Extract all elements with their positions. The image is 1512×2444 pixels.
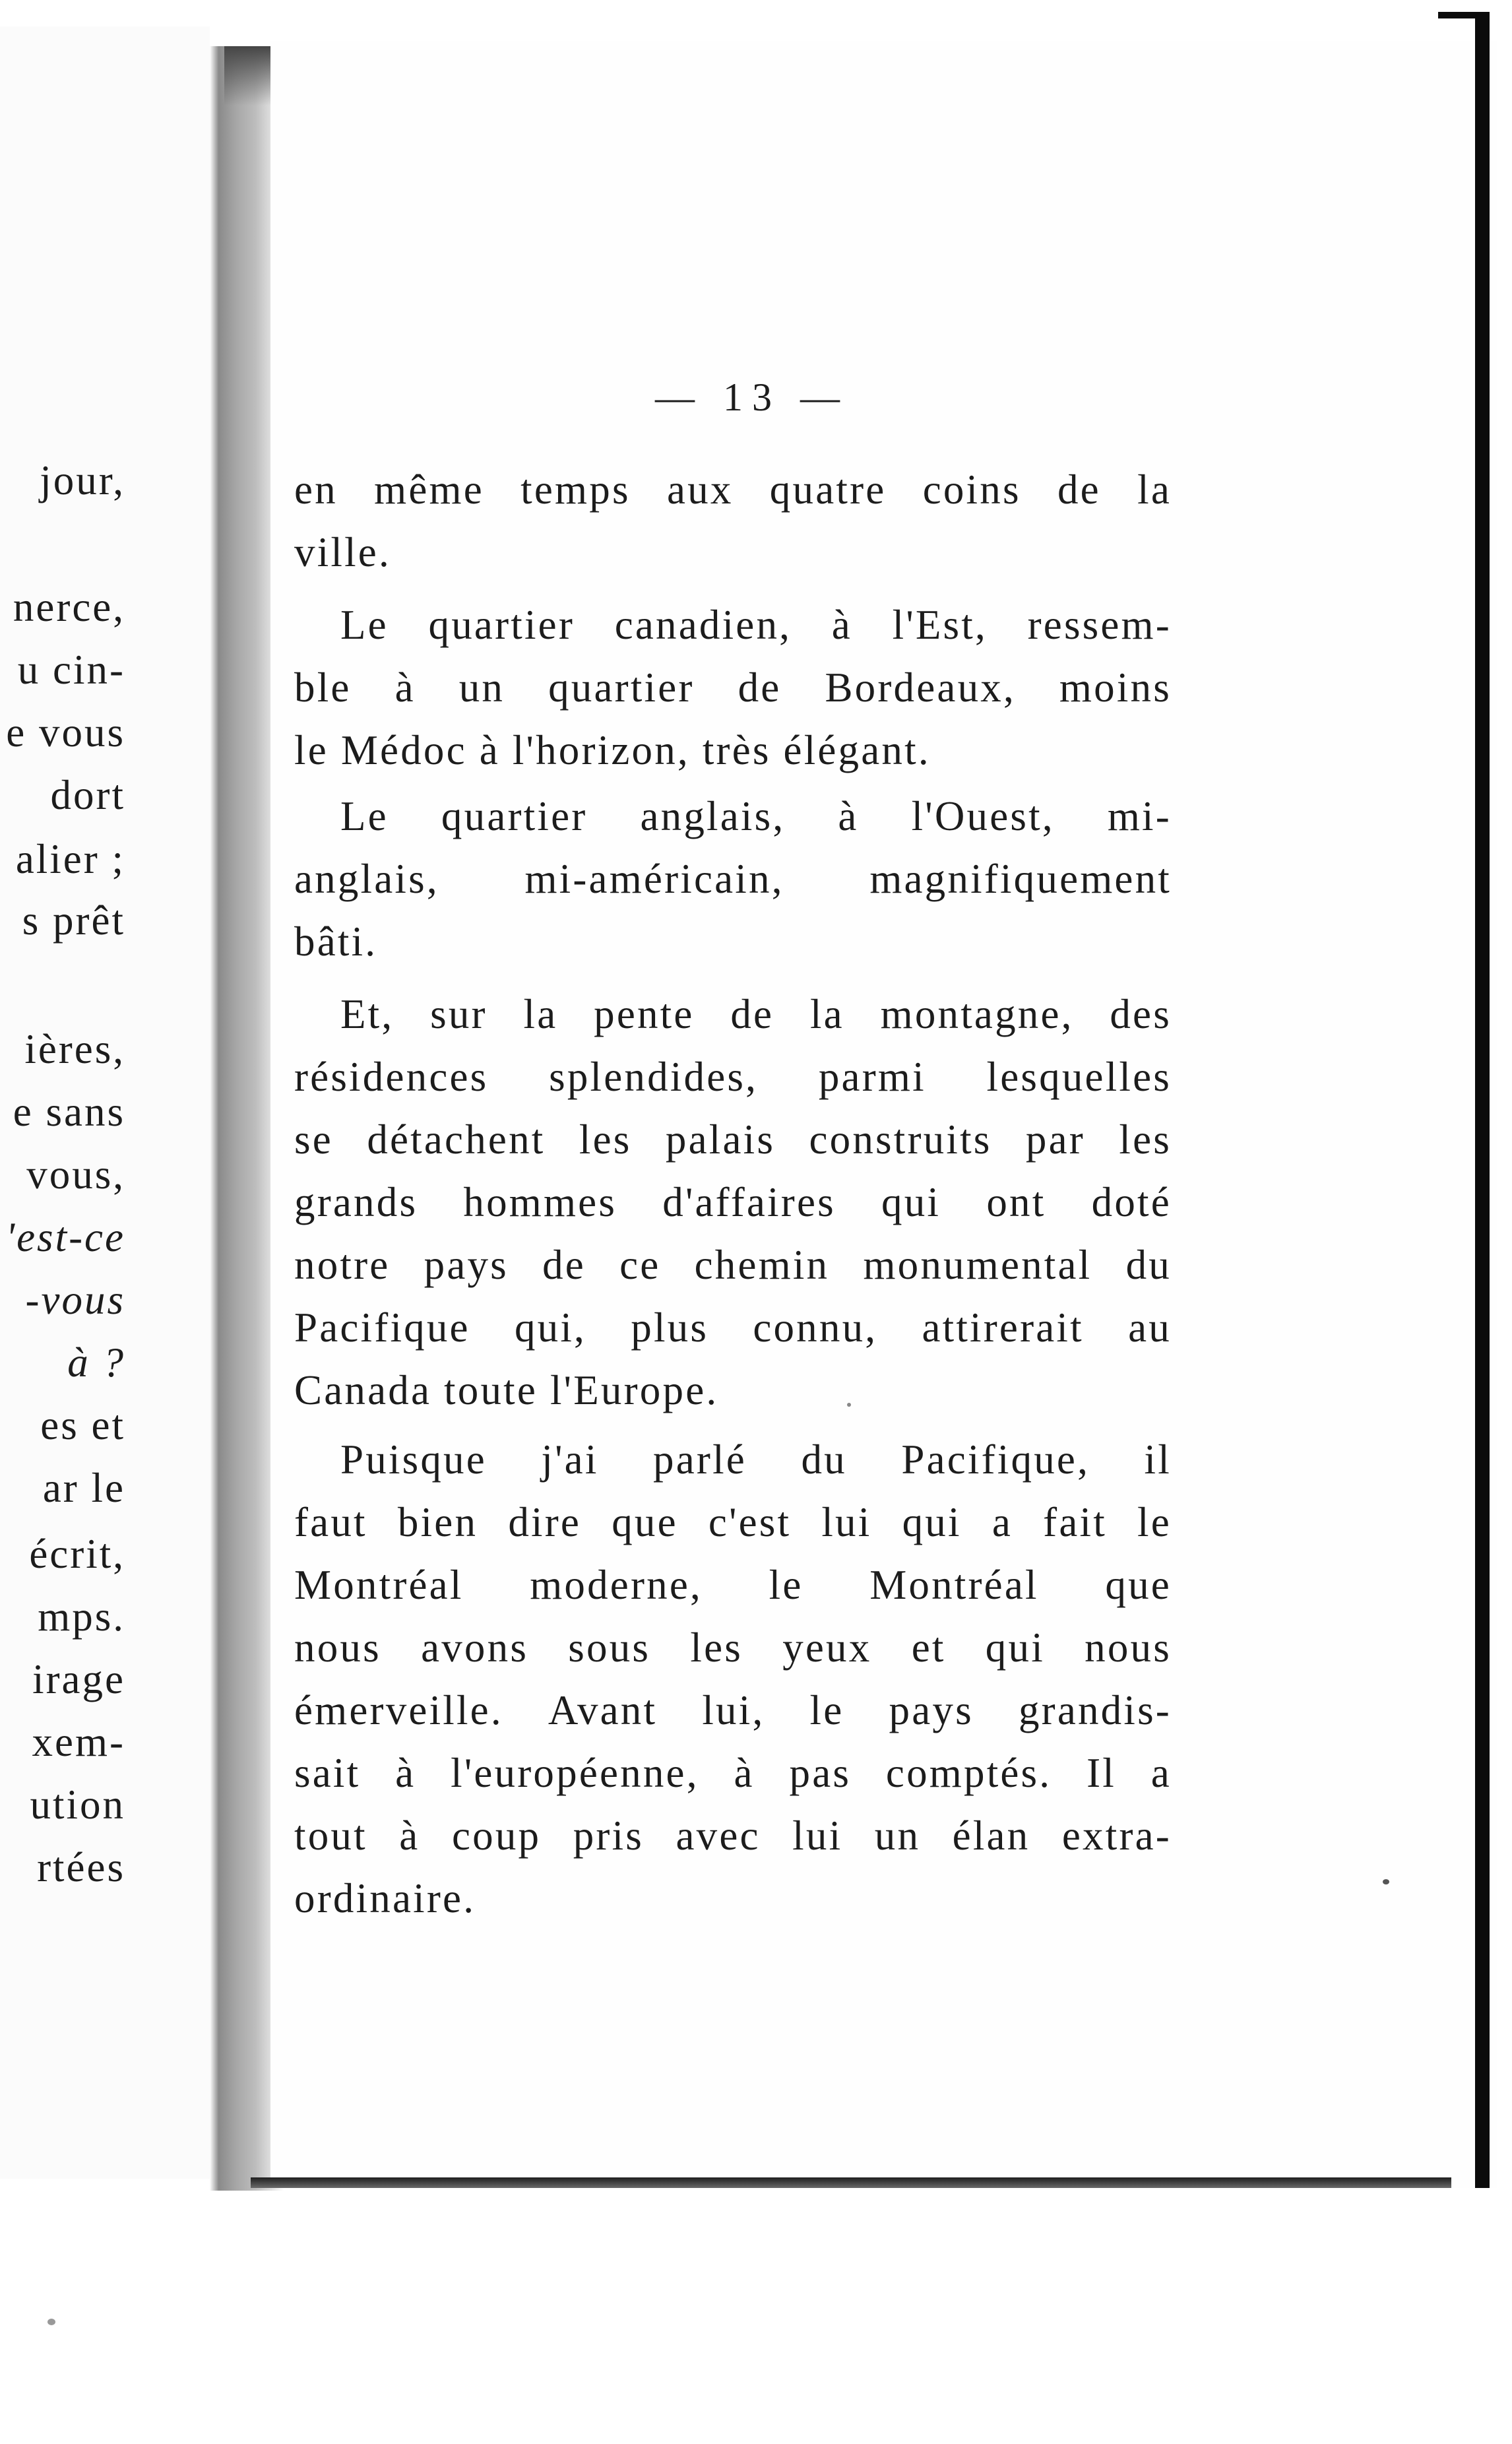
left-page-line: nerce,	[13, 584, 125, 630]
body-text-line: Puisque j'ai parlé du Pacifique, il	[340, 1436, 1172, 1483]
body-text-line: résidences splendides, parmi lesquelles	[294, 1054, 1172, 1100]
body-text-line: Et, sur la pente de la montagne, des	[340, 991, 1172, 1037]
body-text-line: sait à l'européenne, à pas comptés. Il a	[294, 1750, 1172, 1796]
body-text-line: Le quartier anglais, à l'Ouest, mi-	[340, 793, 1172, 839]
body-text-line: en même temps aux quatre coins de la	[294, 466, 1172, 513]
scan-speck	[47, 2319, 55, 2325]
scan-speck	[847, 1403, 851, 1407]
left-page-line: 'est-ce	[5, 1214, 125, 1260]
left-page-line: s prêt	[22, 897, 125, 944]
left-page-line: irage	[32, 1656, 125, 1702]
body-text-line: nous avons sous les yeux et qui nous	[294, 1624, 1172, 1671]
body-text-line: se détachent les palais construits par les	[294, 1116, 1172, 1163]
body-text-line: émerveille. Avant lui, le pays grandis-	[294, 1687, 1172, 1733]
body-text-line: Canada toute l'Europe.	[294, 1367, 719, 1413]
left-page-line: xem-	[32, 1719, 125, 1765]
left-page-line: -vous	[25, 1277, 125, 1323]
left-page-line: ières,	[24, 1026, 125, 1072]
body-text-line: Montréal moderne, le Montréal que	[294, 1562, 1172, 1608]
left-page-line: e vous	[6, 709, 125, 756]
left-page-line: alier ;	[15, 836, 125, 882]
scan-top-border	[1438, 12, 1490, 18]
body-text-line: Le quartier canadien, à l'Est, ressem-	[340, 602, 1172, 648]
left-page-line: jour,	[40, 457, 125, 503]
scan-speck	[1383, 1879, 1389, 1884]
body-text-line: Pacifique qui, plus connu, attirerait au	[294, 1304, 1172, 1351]
body-text-line: ville.	[294, 529, 391, 575]
body-text-line: ble à un quartier de Bordeaux, moins	[294, 664, 1172, 711]
left-page-line: rtées	[37, 1844, 125, 1890]
scan-right-border	[1475, 15, 1490, 2188]
left-page-line: ution	[30, 1782, 125, 1828]
body-text-line: grands hommes d'affaires qui ont doté	[294, 1179, 1172, 1225]
left-page-line: e sans	[13, 1089, 125, 1135]
left-page-line: ar le	[42, 1465, 125, 1511]
body-text-line: bâti.	[294, 918, 378, 965]
left-page-fragment	[0, 26, 210, 2179]
body-text-line: notre pays de ce chemin monumental du	[294, 1242, 1172, 1288]
left-page-line: à ?	[67, 1339, 125, 1386]
page-number: — 13 —	[655, 375, 849, 419]
left-page-line: u cin-	[17, 647, 125, 693]
left-page-line: vous,	[26, 1151, 125, 1198]
body-text-line: tout à coup pris avec lui un élan extra-	[294, 1813, 1172, 1859]
body-text-line: faut bien dire que c'est lui qui a fait le	[294, 1499, 1172, 1545]
body-text-line: anglais, mi-américain, magnifiquement	[294, 856, 1172, 902]
page-bottom-edge	[251, 2177, 1451, 2188]
body-text-line: ordinaire.	[294, 1875, 476, 1921]
body-text-line: le Médoc à l'horizon, très élégant.	[294, 727, 931, 773]
left-page-line: dort	[50, 772, 125, 818]
left-page-line: es et	[40, 1402, 125, 1448]
left-page-line: mps.	[38, 1593, 125, 1640]
left-page-line: écrit,	[29, 1531, 125, 1577]
